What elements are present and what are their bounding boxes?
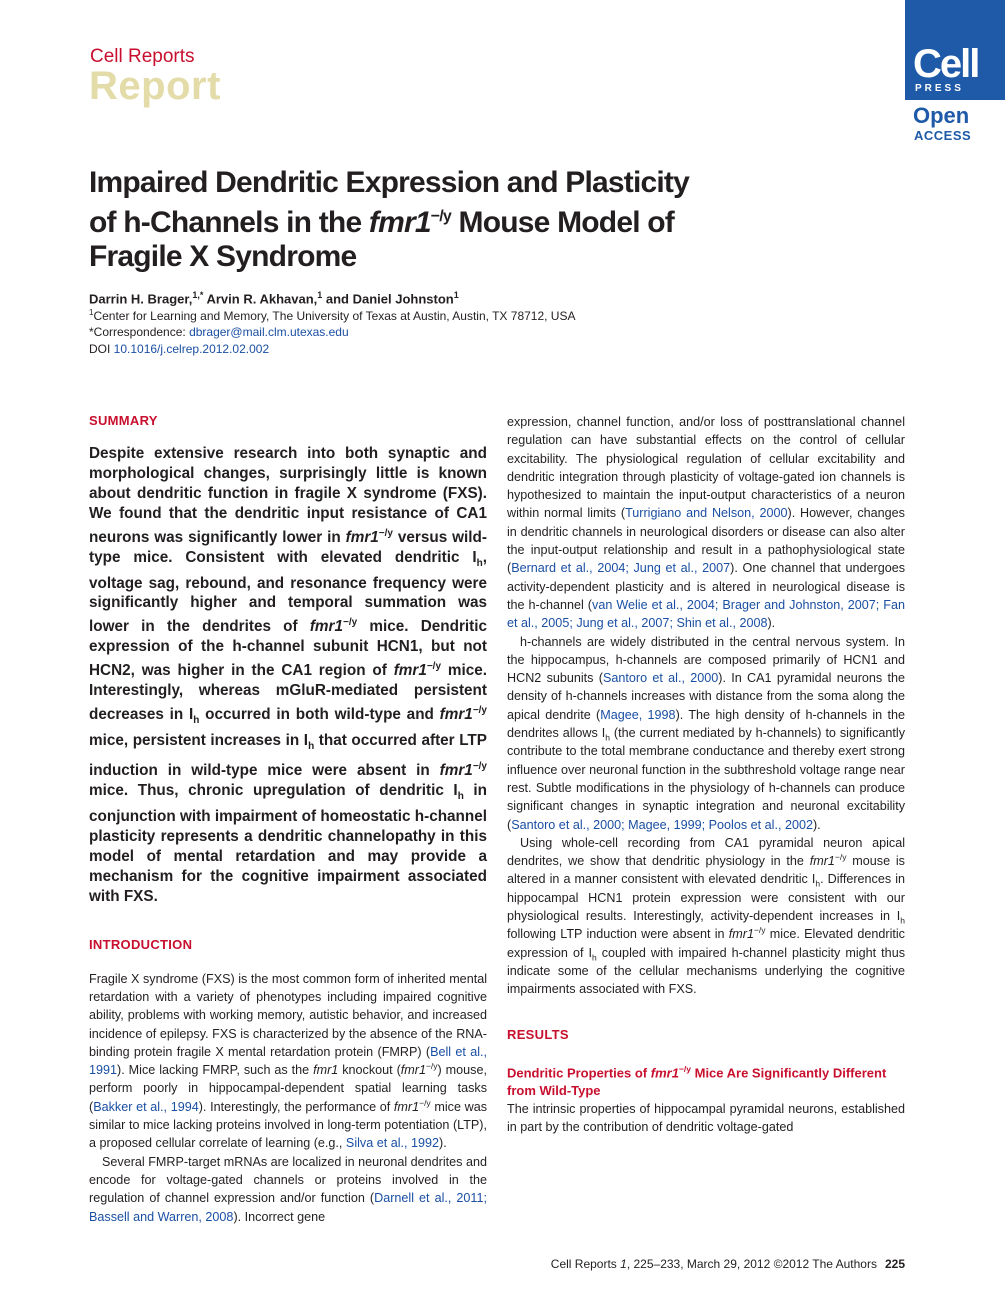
intro-paragraph-4: h-channels are widely distributed in the central nervous system. In the hippocampus, h-channels are composed primarily of HCN1 and HCN2 subunits (Santoro et al., 2000). In CA1 pyramidal neurons the density of h-channels increases with distance from the soma along the apical dendrite (Magee, 1998). The high density of h-channels in the dendrites allows $I_h$ (the current mediated by h-channels) to significantly contribute to the total membrane conductance and thereby exert strong influence over neuronal function in the subthreshold voltage range near rest. Subtle modifications in the physiology of h-channels can produce significant changes in synaptic integration and neuronal excitability (Santoro et al., 2000; Magee, 1999; Poolos et al., 2002). [507, 634, 905, 832]
affiliation-text: Center for Learning and Memory, The University of Texas at Austin, Austin, TX 78712, USA [93, 309, 576, 323]
author-2[interactable]: Arvin R. Akhavan, [203, 291, 318, 307]
ref-link[interactable]: Bakker et al., 1994 [93, 1099, 199, 1114]
intro-paragraph-5: Using whole-cell recording from CA1 pyramidal neuron apical dendrites, we show that dendritic physiology in the $fmr1^{-/y}$ mouse is altered in a manner consistent with elevated dendritic $I_h$. Differences in hippocampal HCN1 protein expression were consistent with our physiological results. Interestingly, activity-dependent increases in $I_h$ following LTP induction were absent in $fmr1^{-/y}$ mice. Elevated dendritic expression of $I_h$ coupled with impaired h-channel plasticity might thus indicate some of the cellular mechanisms underlying the cognitive impairments associated with FXS. [507, 835, 905, 997]
summary-paragraph: Despite extensive research into both synaptic and morphological changes, surprisingly little is known about dendritic function in fragile X syndrome (FXS). We found that the dendritic input resistance of CA1 neurons was significantly lower in $fmr1^{-/y}$ versus wild-type mice. Consistent with elevated dendritic $I_h$, voltage sag, rebound, and resonance frequency were significantly higher and temporal summation was lower in the dendrites of $fmr1^{-/y}$ mice. Dendritic expression of the h-channel subunit HCN1, but not HCN2, was higher in the CA1 region of $fmr1^{-/y}$ mice. Interestingly, whereas mGluR-mediated persistent decreases in $I_h$ occurred in both wild-type and $fmr1^{-/y}$ mice, persistent increases in $I_h$ that occurred after LTP induction in wild-type mice were absent in $fmr1^{-/y}$ mice. Thus, chronic upregulation of dendritic $I_h$ in conjunction with impairment of homeostatic h-channel plasticity represents a dendritic channelopathy in this model of mental retardation and may provide a mechanism for the cognitive impairment associated with FXS. [89, 445, 487, 905]
title-gene: fmr1 [368, 206, 431, 239]
logo-press: PRESS [915, 83, 964, 94]
ref-link[interactable]: Bernard et al., 2004; Jung et al., 2007 [511, 561, 731, 576]
introduction-heading: INTRODUCTION [89, 936, 193, 952]
intro-paragraph-2: Several FMRP-target mRNAs are localized in neuronal dendrites and encode for voltage-gated channels or proteins involved in the regulation of channel expression and/or function (Darnell et al., 2011; Bassell and Warren, 2008). Incorrect gene [89, 1154, 487, 1224]
ref-link[interactable]: Santoro et al., 2000 [602, 671, 719, 686]
author-3-sup: 1 [453, 290, 459, 300]
correspondence-label: *Correspondence: [89, 325, 190, 339]
access-label: ACCESS [914, 128, 972, 143]
correspondence [89, 325, 349, 339]
title-gene-sup: −/y [430, 208, 451, 225]
article-title [89, 166, 709, 274]
affiliation-sup: 1 [89, 308, 94, 317]
author-3[interactable]: and Daniel Johnston [322, 291, 454, 307]
results-heading: RESULTS [507, 1026, 569, 1042]
affiliation [89, 308, 575, 323]
doi-link[interactable]: 10.1016/j.celrep.2012.02.002 [113, 342, 270, 356]
right-column [507, 413, 905, 1136]
ref-link[interactable]: van Welie et al., 2004; Brager and Johnston, 2007; Fan et al., 2005; Jung et al., 2007; Shin et al., 2008 [507, 597, 905, 631]
page-number: 225 [884, 1257, 905, 1271]
doi-label: DOI [89, 342, 114, 356]
journal-name: Cell Reports [90, 46, 195, 67]
correspondence-email-link[interactable]: dbrager@mail.clm.utexas.edu [189, 325, 349, 339]
summary-heading: SUMMARY [89, 413, 158, 428]
author-2-sup: 1 [317, 290, 323, 300]
ref-link[interactable]: Santoro et al., 2000; Magee, 1999; Poolos et al., 2002 [511, 817, 813, 832]
open-label: Open [913, 103, 970, 128]
author-1-sup: 1,* [192, 290, 204, 300]
footer-journal: Cell Reports [550, 1257, 621, 1271]
author-list [89, 290, 459, 306]
results-paragraph-1: The intrinsic properties of hippocampal pyramidal neurons, established in part by the contribution of dendritic voltage-gated [507, 1101, 905, 1135]
footer-volume: 1 [620, 1257, 627, 1271]
results-subheading: Dendritic Properties of $fmr1^{-/y}$ Mice Are Significantly Different from Wild-Type [507, 1063, 887, 1098]
article-type: Report [89, 64, 221, 108]
left-column [89, 413, 487, 1226]
cell-press-logo[interactable] [905, 0, 1005, 100]
ref-link[interactable]: Bell et al., 1991 [89, 1044, 487, 1078]
intro-paragraph-3: expression, channel function, and/or loss of posttranslational channel regulation can have substantial effects on the control of cellular excitability. The physiological regulation of cellular excitability and dendritic integration through plasticity of voltage-gated ion channels is hypothesized to maintain the input-output characteristics of a neuron within normal limits (Turrigiano and Nelson, 2000). However, changes in dendritic channels in neurological disorders or disease can also alter the input-output relationship and result in a pathophysiological state (Bernard et al., 2004; Jung et al., 2007). One channel that undergoes activity-dependent plasticity and is altered in neurological disease is the h-channel (van Welie et al., 2004; Brager and Johnston, 2007; Fan et al., 2005; Jung et al., 2007; Shin et al., 2008). [507, 415, 905, 631]
ref-link[interactable]: Turrigiano and Nelson, 2000 [625, 506, 788, 521]
ref-link[interactable]: Silva et al., 1992 [345, 1136, 440, 1151]
ref-link[interactable]: Darnell et al., 2011; Bassell and Warren, 2008 [89, 1191, 487, 1224]
doi [89, 342, 269, 356]
author-1[interactable]: Darrin H. Brager, [89, 291, 193, 307]
footer-citation: , 225–233, March 29, 2012 ©2012 The Authors [626, 1257, 877, 1271]
title-text-1: Impaired Dendritic Expression and Plasticity of h-Channels in the [89, 166, 690, 239]
intro-paragraph-1: Fragile X syndrome (FXS) is the most common form of inherited mental retardation with a variety of phenotypes including impaired cognitive ability, problems with working memory, autistic behavior, and increased incidence of epilepsy. FXS is characterized by the absence of the RNA-binding protein fragile X mental retardation protein (FMRP) (Bell et al., 1991). Mice lacking FMRP, such as the fmr1 knockout $(fmr1^{-/y})$ mouse, perform poorly in hippocampal-dependent spatial learning tasks (Bakker et al., 1994). Interestingly, the performance of $fmr1^{-/y}$ mice was similar to mice lacking proteins involved in long-term potentiation (LTP), a proposed cellular correlate of learning (e.g., Silva et al., 1992). [89, 971, 488, 1151]
page-footer [551, 1257, 905, 1271]
logo-word: Cell [913, 42, 979, 86]
ref-link[interactable]: Magee, 1998 [600, 707, 676, 722]
title-text-2: Mouse Model of Fragile X Syndrome [89, 206, 674, 273]
